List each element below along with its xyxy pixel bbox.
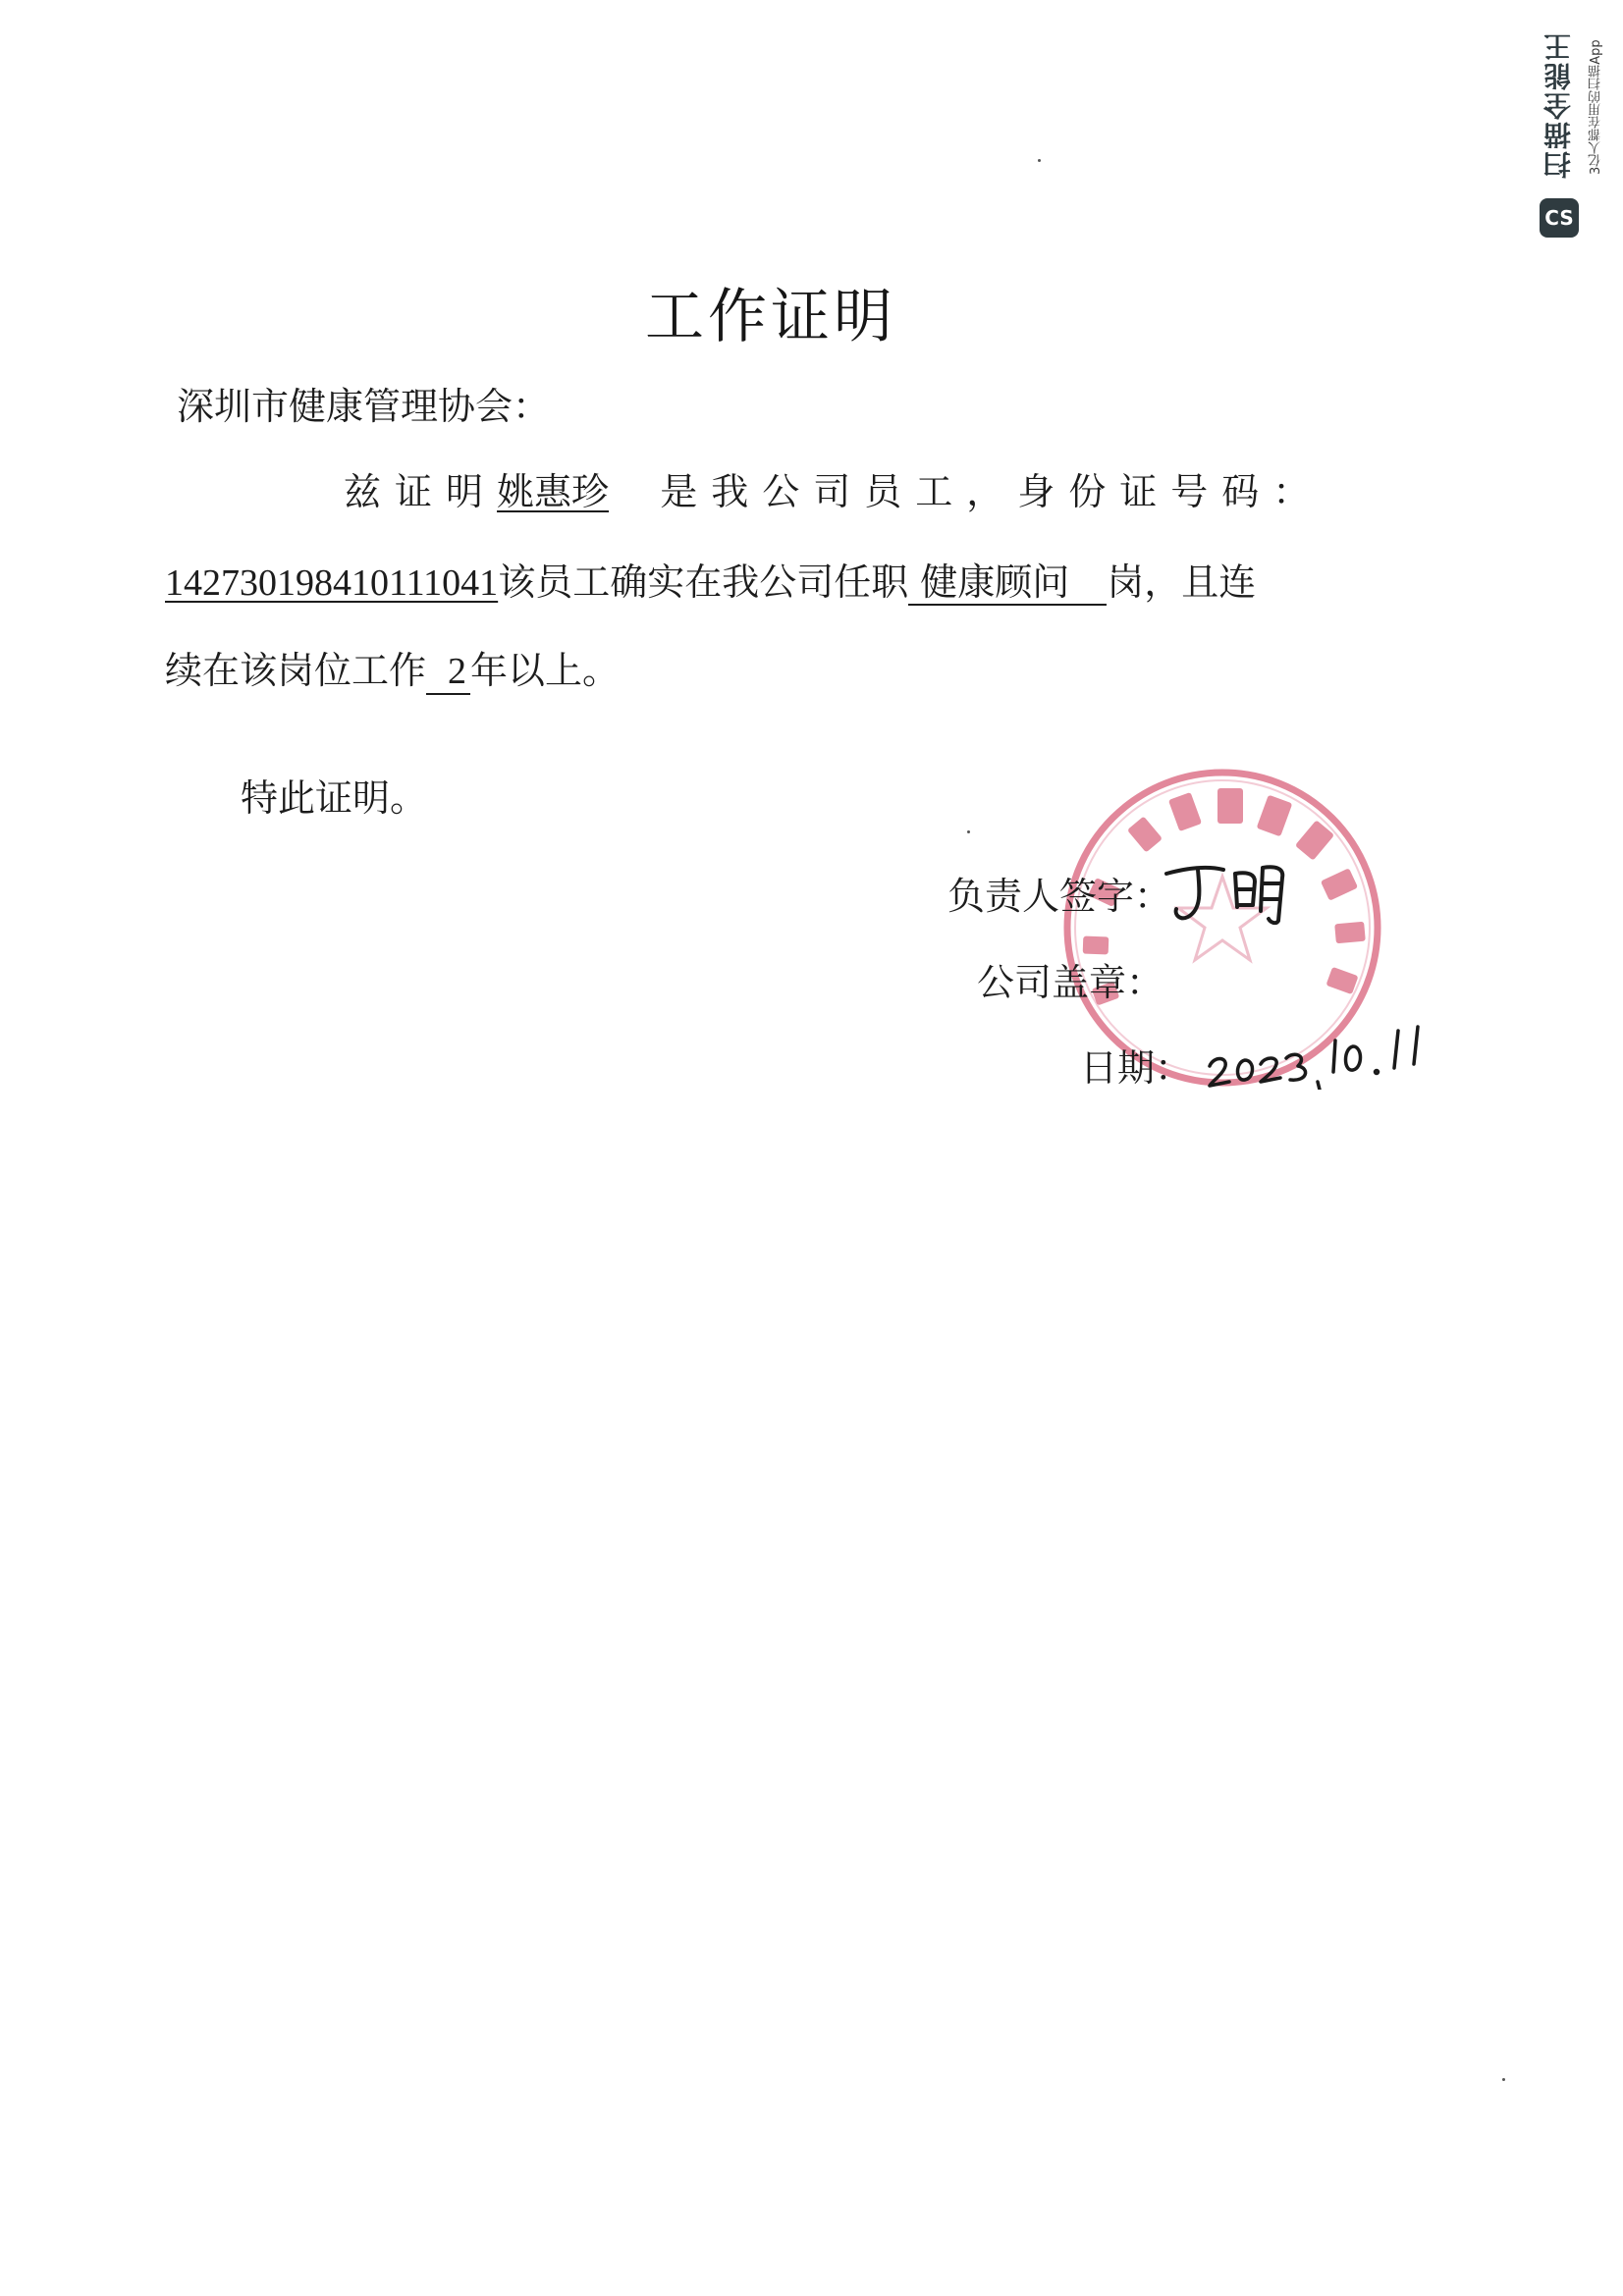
scan-speck (1038, 159, 1041, 162)
scanner-watermark (1532, 20, 1610, 255)
addressee: 深圳市健康管理协会： (177, 385, 551, 428)
employee-name: 姚惠珍 (497, 470, 610, 513)
handwritten-date (1206, 1021, 1432, 1090)
date-label: 日期： (1080, 1046, 1193, 1090)
line1-prefix: 兹证明 (344, 470, 498, 513)
scan-speck (1502, 2078, 1505, 2081)
line2-mid: 该员工确实在我公司任职 (498, 561, 909, 604)
years-value: 2 (448, 651, 467, 692)
watermark-logo-icon: CS (1540, 198, 1579, 238)
id-number: 142730198410111041 (165, 562, 499, 604)
line3-prefix: 续在该岗位工作 (165, 649, 427, 692)
signature-label: 负责人签字： (947, 875, 1172, 918)
watermark-subtitle: 3亿人都在用的扫描App (1589, 39, 1603, 175)
position-title: 健康顾问 (920, 561, 1070, 604)
body-line-2 (165, 552, 1256, 606)
line3-suffix: 年以上。 (470, 649, 621, 692)
scan-speck (967, 830, 970, 833)
body-line-3 (165, 640, 620, 695)
body-line-1 (344, 461, 1324, 515)
watermark-title: 扫描全能王 (1542, 31, 1575, 179)
handwritten-signature (1159, 852, 1296, 931)
document-title: 工作证明 (645, 283, 896, 351)
closing-text: 特此证明。 (241, 776, 428, 820)
line2-suffix: 岗，且连 (1107, 561, 1257, 604)
line1-suffix: 是我公司员工，身份证号码： (660, 470, 1325, 513)
seal-label: 公司盖章： (977, 961, 1164, 1004)
